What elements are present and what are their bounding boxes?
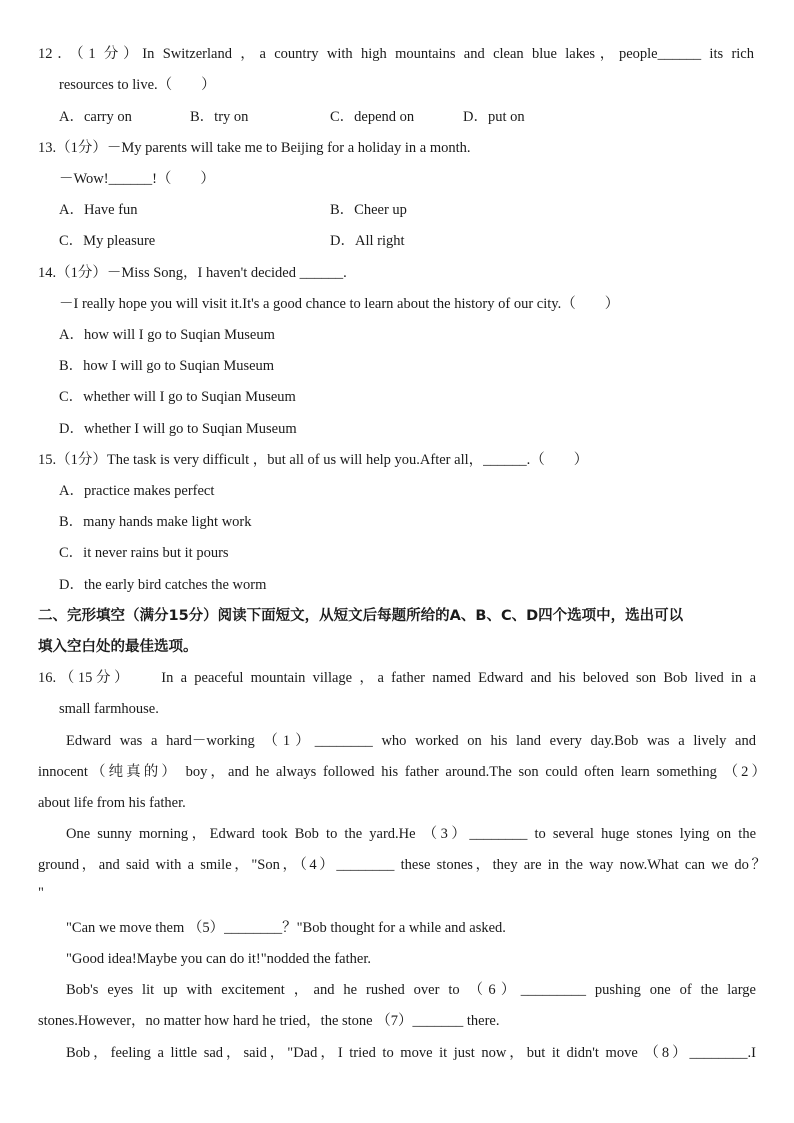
- q12-option-b: B．try on: [190, 109, 249, 125]
- q15-line1: 15.（1分）The task is very difficult ，but all of us will help you.After all，______.（ ）: [38, 452, 589, 468]
- q13-line1: 13.（1分）－My parents will take me to Beijing for a holiday in a month.: [38, 140, 471, 156]
- q15-option-d: D．the early bird catches the worm: [59, 577, 267, 593]
- q12-option-a: A．carry on: [59, 109, 132, 125]
- q16-line12: stones.However，no matter how hard he tried，the stone （7）_______ there.: [38, 1013, 500, 1029]
- q12-option-d: D．put on: [463, 109, 525, 125]
- q14-option-c: C．whether will I go to Suqian Museum: [59, 389, 296, 405]
- q12-line1: 12．（1 分）In Switzerland ，a country with high mountains and clean blue lakes，people______ its rich: [38, 46, 754, 62]
- q15-option-a: A．practice makes perfect: [59, 483, 215, 499]
- q16-line8: ": [38, 885, 44, 901]
- q14-option-a: A．how will I go to Suqian Museum: [59, 327, 275, 343]
- q16-line1: 16.（15分） In a peaceful mountain village ，a father named Edward and his beloved son Bob lived in a: [38, 670, 756, 686]
- q15-option-b: B．many hands make light work: [59, 514, 252, 530]
- section2-heading-line1: 二、完形填空（满分15分）阅读下面短文，从短文后每题所给的A、B、C、D四个选项中，选出可以: [38, 608, 684, 624]
- q16-line13: Bob，feeling a little sad，said，"Dad，I tried to move it just now，but it didn't move （8）________.I: [66, 1045, 756, 1061]
- q16-line5: about life from his father.: [38, 795, 186, 811]
- q13-line2: －Wow!______!（ ）: [59, 171, 215, 187]
- q14-line1: 14.（1分）－Miss Song，I haven't decided ______.: [38, 265, 347, 281]
- section2-heading-line2: 填入空白处的最佳选项。: [38, 639, 198, 655]
- q13-option-d: D．All right: [330, 233, 405, 249]
- q13-option-c: C．My pleasure: [59, 233, 156, 249]
- q16-line4: innocent（纯真的） boy，and he always followed his father around.The son could often learn something （2）: [38, 764, 766, 780]
- q13-option-b: B．Cheer up: [330, 202, 407, 218]
- q14-line2: －I really hope you will visit it.It's a good chance to learn about the history of our city.（ ）: [59, 296, 620, 312]
- q16-line11: Bob's eyes lit up with excitement ，and he rushed over to （6）_________ pushing one of the large: [66, 982, 756, 998]
- q12-option-c: C．depend on: [330, 109, 415, 125]
- q13-option-a: A．Have fun: [59, 202, 138, 218]
- q14-option-d: D．whether I will go to Suqian Museum: [59, 421, 297, 437]
- q16-line10: "Good idea!Maybe you can do it!"nodded the father.: [66, 951, 371, 967]
- q16-line6: One sunny morning，Edward took Bob to the yard.He （3）________ to several huge stones lying on the: [66, 826, 756, 842]
- q12-line2: resources to live.（ ）: [59, 77, 216, 93]
- q16-line3: Edward was a hard－working （1）________ who worked on his land every day.Bob was a lively and: [66, 733, 756, 749]
- q16-line9: "Can we move them （5）________？"Bob thought for a while and asked.: [66, 920, 506, 936]
- q16-line2: small farmhouse.: [59, 701, 159, 717]
- q15-option-c: C．it never rains but it pours: [59, 545, 229, 561]
- q14-option-b: B．how I will go to Suqian Museum: [59, 358, 275, 374]
- q16-line7: ground，and said with a smile，"Son，（4）________ these stones，they are in the way now.What can we do？: [38, 857, 766, 873]
